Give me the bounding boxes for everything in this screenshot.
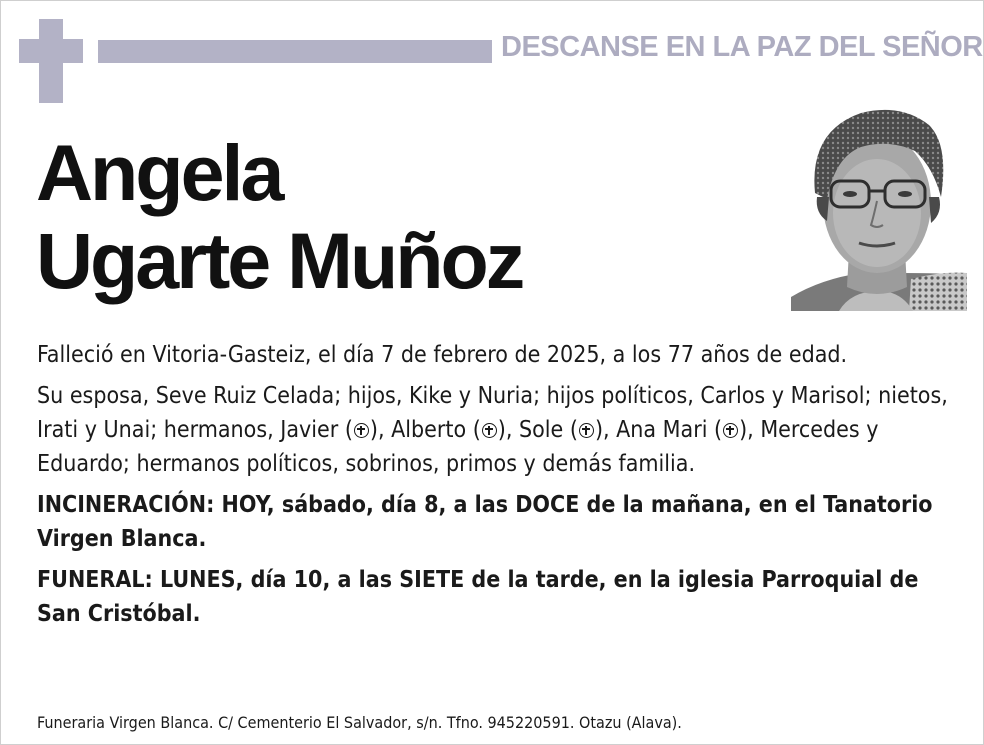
portrait-photo	[791, 101, 967, 311]
notice-body	[37, 338, 952, 638]
circled-cross-icon	[723, 423, 738, 438]
circled-cross-icon	[579, 423, 594, 438]
header-title: DESCANSE EN LA PAZ DEL SEÑOR	[501, 31, 983, 63]
deceased-name	[36, 129, 522, 305]
deceased-first-name: Angela	[36, 128, 282, 217]
family-list	[37, 379, 952, 481]
family-text-5: ), Mercedes y Eduardo; hermanos políticos, sobrinos, primos y demás familia.	[37, 417, 879, 477]
circled-cross-icon	[354, 423, 369, 438]
funeral-info: FUNERAL: LUNES, día 10, a las SIETE de la tarde, en la iglesia Parroquial de San Cristóbal.	[37, 567, 919, 627]
death-notice: Falleció en Vitoria-Gasteiz, el día 7 de febrero de 2025, a los 77 años de edad.	[37, 342, 848, 368]
family-text-1: Su esposa, Seve Ruiz Celada; hijos, Kike y Nuria; hijos políticos, Carlos y Marisol; nietos, Irati y Unai; hermanos, Javier (	[37, 383, 948, 443]
family-text-4: ), Ana Mari (	[594, 417, 723, 443]
header-rule	[98, 40, 492, 63]
cross-horizontal-bar	[19, 39, 83, 63]
deceased-last-names: Ugarte Muñoz	[36, 216, 523, 305]
portrait-image	[791, 101, 967, 311]
cremation-info: INCINERACIÓN: HOY, sábado, día 8, a las DOCE de la mañana, en el Tanatorio Virgen Blanca.	[37, 492, 933, 552]
funeral-home-footer: Funeraria Virgen Blanca. C/ Cementerio El Salvador, s/n. Tfno. 945220591. Otazu (Alava).	[37, 713, 682, 732]
family-text-2: ), Alberto (	[369, 417, 481, 443]
family-text-3: ), Sole (	[497, 417, 578, 443]
circled-cross-icon	[482, 423, 497, 438]
